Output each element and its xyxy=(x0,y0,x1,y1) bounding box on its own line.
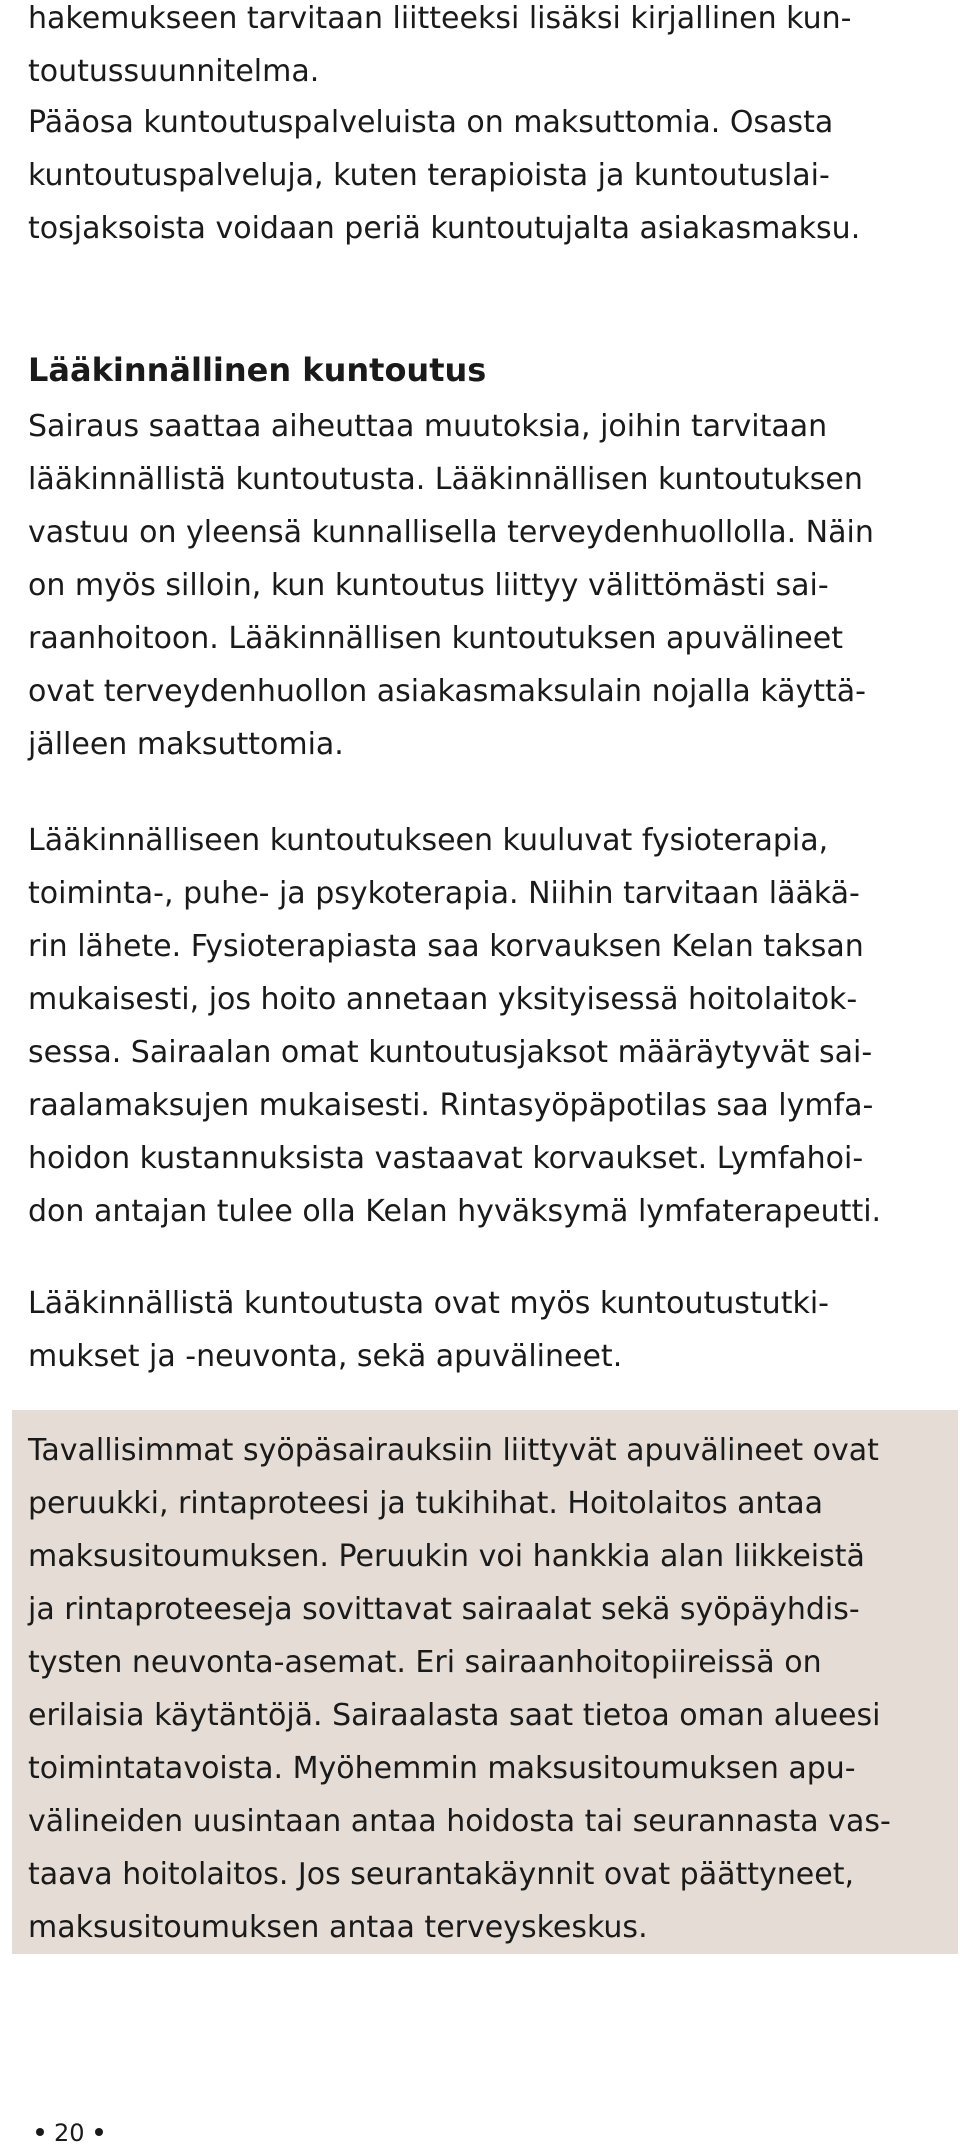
text-line: mukaisesti, jos hoito annetaan yksityisessä hoitolaitok- xyxy=(28,982,858,1017)
text-line: lääkinnällistä kuntoutusta. Lääkinnällisen kuntoutuksen xyxy=(28,462,863,497)
text-line: don antajan tulee olla Kelan hyväksymä lymfaterapeutti. xyxy=(28,1194,882,1229)
text-line: taava hoitolaitos. Jos seurantakäynnit ovat päättyneet, xyxy=(28,1857,854,1892)
text-line: hoidon kustannuksista vastaavat korvaukset. Lymfahoi- xyxy=(28,1141,864,1176)
page-number-footer xyxy=(26,2118,113,2148)
text-line: raanhoitoon. Lääkinnällisen kuntoutuksen apuvälineet xyxy=(28,621,843,656)
text-line: rin lähete. Fysioterapiasta saa korvauksen Kelan taksan xyxy=(28,929,864,964)
text-line: ja rintaproteeseja sovittavat sairaalat sekä syöpäyhdis- xyxy=(28,1592,860,1627)
text-line: erilaisia käytäntöjä. Sairaalasta saat tietoa oman alueesi xyxy=(28,1698,881,1733)
text-line: maksusitoumuksen antaa terveyskeskus. xyxy=(28,1910,648,1945)
section-paragraph-3 xyxy=(28,1277,928,1383)
callout-paragraph xyxy=(28,1424,928,1954)
info-callout-box xyxy=(12,1410,958,1954)
text-line: Sairaus saattaa aiheuttaa muutoksia, joihin tarvitaan xyxy=(28,409,828,444)
text-line: maksusitoumuksen. Peruukin voi hankkia alan liikkeistä xyxy=(28,1539,865,1574)
text-line: raalamaksujen mukaisesti. Rintasyöpäpotilas saa lymfa- xyxy=(28,1088,874,1123)
fees-paragraph xyxy=(28,96,928,255)
text-line: tysten neuvonta-asemat. Eri sairaanhoitopiireissä on xyxy=(28,1645,822,1680)
page-number: 20 xyxy=(54,2119,85,2147)
text-line: ovat terveydenhuollon asiakasmaksulain nojalla käyttä- xyxy=(28,674,866,709)
text-line: välineiden uusintaan antaa hoidosta tai seurannasta vas- xyxy=(28,1804,891,1839)
text-line: on myös silloin, kun kuntoutus liittyy välittömästi sai- xyxy=(28,568,829,603)
text-line: hakemukseen tarvitaan liitteeksi lisäksi kirjallinen kun- xyxy=(28,1,852,36)
text-line: Pääosa kuntoutuspalveluista on maksuttomia. Osasta xyxy=(28,105,834,140)
section-heading: Lääkinnällinen kuntoutus xyxy=(28,351,487,389)
text-line: mukset ja -neuvonta, sekä apuvälineet. xyxy=(28,1339,623,1374)
section-paragraph-2 xyxy=(28,814,928,1238)
text-line: kuntoutuspalveluja, kuten terapioista ja kuntoutuslai- xyxy=(28,158,830,193)
text-line: jälleen maksuttomia. xyxy=(28,727,344,762)
text-line: toiminta-, puhe- ja psykoterapia. Niihin tarvitaan lääkä- xyxy=(28,876,860,911)
text-line: tosjaksoista voidaan periä kuntoutujalta asiakasmaksu. xyxy=(28,211,861,246)
bullet-dot-icon xyxy=(95,2128,103,2136)
text-line: Lääkinnälliseen kuntoutukseen kuuluvat fysioterapia, xyxy=(28,823,829,858)
bullet-dot-icon xyxy=(36,2128,44,2136)
text-line: toimintatavoista. Myöhemmin maksusitoumuksen apu- xyxy=(28,1751,856,1786)
text-line: peruukki, rintaproteesi ja tukihihat. Hoitolaitos antaa xyxy=(28,1486,824,1521)
section-paragraph-1 xyxy=(28,400,928,771)
intro-paragraph xyxy=(28,0,928,98)
text-line: vastuu on yleensä kunnallisella terveydenhuollolla. Näin xyxy=(28,515,874,550)
text-line: toutussuunnitelma. xyxy=(28,54,320,89)
text-line: Lääkinnällistä kuntoutusta ovat myös kuntoutustutki- xyxy=(28,1286,829,1321)
text-line: sessa. Sairaalan omat kuntoutusjaksot määräytyvät sai- xyxy=(28,1035,873,1070)
text-line: Tavallisimmat syöpäsairauksiin liittyvät apuvälineet ovat xyxy=(28,1433,879,1468)
